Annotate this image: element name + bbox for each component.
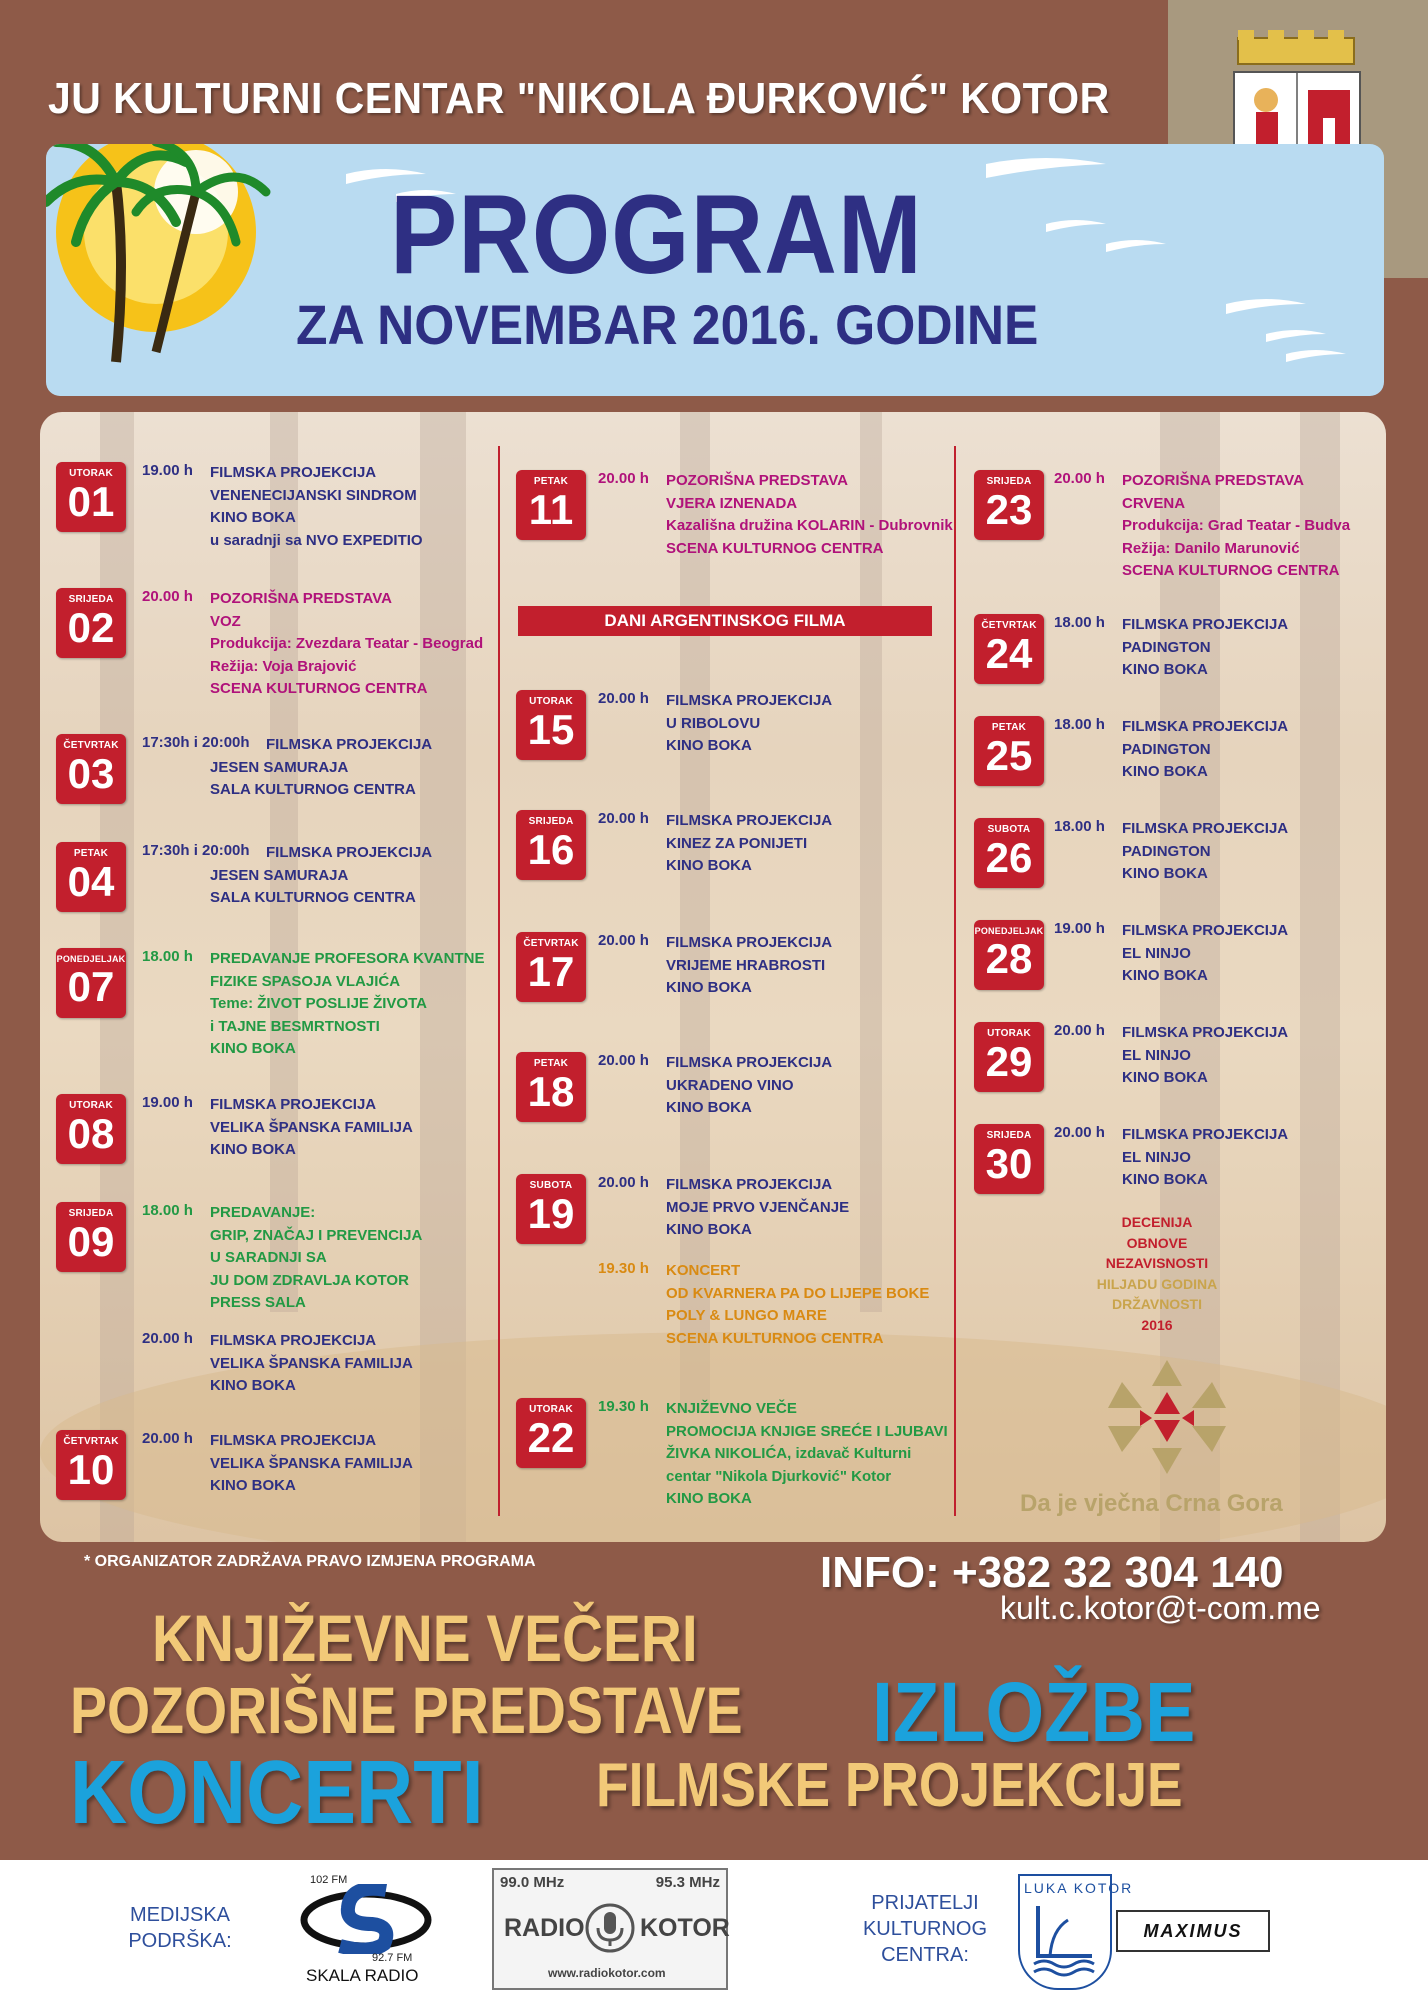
event-time: 20.00 h <box>1054 1124 1105 1141</box>
date-badge: PONEDJELJAK 07 <box>56 948 126 1018</box>
event-time: 18.00 h <box>1054 818 1105 835</box>
column-divider <box>498 446 500 1516</box>
event-time: 18.00 h <box>142 1202 193 1219</box>
event-details: FILMSKA PROJEKCIJA VENENECIJANSKI SINDROM KINO BOKA u saradnji sa NVO EXPEDITIO <box>210 464 423 549</box>
category-exhibitions: IZLOŽBE <box>872 1665 1196 1759</box>
date-badge: SRIJEDA 09 <box>56 1202 126 1272</box>
date-badge: ČETVRTAK 24 <box>974 614 1044 684</box>
date-badge: UTORAK 01 <box>56 462 126 532</box>
event-details: FILMSKA PROJEKCIJA EL NINJO KINO BOKA <box>1122 1126 1289 1188</box>
event-details: FILMSKA PROJEKCIJA KINEZ ZA PONIJETI KINO BOKA <box>666 812 833 874</box>
microphone-icon <box>584 1902 636 1954</box>
date-badge: PETAK 11 <box>516 470 586 540</box>
event-details: FILMSKA PROJEKCIJA UKRADENO VINO KINO BOKA <box>666 1054 833 1116</box>
media-support-label: MEDIJSKA PODRŠKA: <box>128 1904 232 1952</box>
event-details: KONCERT OD KVARNERA PA DO LIJEPE BOKE POLY & LUNGO MARE SCENA KULTURNOG CENTRA <box>666 1262 930 1347</box>
date-badge: UTORAK 22 <box>516 1398 586 1468</box>
date-badge: PONEDJELJAK 28 <box>974 920 1044 990</box>
event-details: FILMSKA PROJEKCIJA MOJE PRVO VJENČANJE KINO BOKA <box>666 1176 850 1238</box>
decenija-text: DECENIJA OBNOVE NEZAVISNOSTI HILJADU GODINA DRŽAVNOSTI 2016 <box>1096 1214 1218 1333</box>
event-details: PREDAVANJE PROFESORA KVANTNE FIZIKE SPASOJA VLAJIĆA Teme: ŽIVOT POSLIJE ŽIVOTA i TAJNE BESMRTNOSTI KINO BOKA <box>210 950 485 1057</box>
event-details: FILMSKA PROJEKCIJA VELIKA ŠPANSKA FAMILIJA KINO BOKA <box>210 1096 413 1158</box>
category-theatre: POZORIŠNE PREDSTAVE <box>70 1673 743 1747</box>
date-badge: ČETVRTAK 10 <box>56 1430 126 1500</box>
event-time: 17:30h i 20:00h <box>142 842 250 859</box>
event-details: FILMSKA PROJEKCIJA JESEN SAMURAJA SALA KULTURNOG CENTRA <box>210 736 433 798</box>
event-time: 20.00 h <box>598 470 649 487</box>
category-concerts: KONCERTI <box>70 1743 484 1843</box>
organization-title: JU KULTURNI CENTAR "NIKOLA ĐURKOVIĆ" KOTOR <box>48 74 1110 123</box>
event-details: POZORIŠNA PREDSTAVA VJERA IZNENADA Kazališna družina KOLARIN - Dubrovnik SCENA KULTURNOG CENTRA <box>666 472 953 557</box>
palm-tree-sun-icon <box>46 144 276 382</box>
date-badge: PETAK 04 <box>56 842 126 912</box>
event-time: 20.00 h <box>598 690 649 707</box>
event-details: FILMSKA PROJEKCIJA VELIKA ŠPANSKA FAMILIJA KINO BOKA <box>210 1332 413 1394</box>
decenija-slogan: Da je vječna Crna Gora <box>1020 1490 1283 1517</box>
sponsors-bar <box>0 1860 1428 2000</box>
section-banner: DANI ARGENTINSKOG FILMA <box>518 606 932 636</box>
skala-radio-logo-icon <box>300 1884 432 1954</box>
organizer-note: * ORGANIZATOR ZADRŽAVA PRAVO IZMJENA PROGRAMA <box>84 1553 536 1570</box>
program-title: PROGRAM <box>390 172 923 297</box>
event-details: PREDAVANJE: GRIP, ZNAČAJ I PREVENCIJA U SARADNJI SA JU DOM ZDRAVLJA KOTOR PRESS SALA <box>210 1204 423 1311</box>
event-time: 20.00 h <box>1054 1022 1105 1039</box>
event-details: POZORIŠNA PREDSTAVA CRVENA Produkcija: Grad Teatar - Budva Režija: Danilo Marunović SCENA KULTURNOG CENTRA <box>1122 472 1351 579</box>
event-details: POZORIŠNA PREDSTAVA VOZ Produkcija: Zvezdara Teatar - Beograd Režija: Voja Brajović SCENA KULTURNOG CENTRA <box>210 590 484 697</box>
date-badge: SUBOTA 19 <box>516 1174 586 1244</box>
date-badge: SRIJEDA 23 <box>974 470 1044 540</box>
category-film-screenings: FILMSKE PROJEKCIJE <box>596 1751 1183 1820</box>
date-badge: SRIJEDA 30 <box>974 1124 1044 1194</box>
event-time: 19.00 h <box>142 1094 193 1111</box>
event-time: 20.00 h <box>142 1330 193 1347</box>
event-time: 18.00 h <box>142 948 193 965</box>
event-time: 19.00 h <box>142 462 193 479</box>
event-details: FILMSKA PROJEKCIJA PADINGTON KINO BOKA <box>1122 616 1289 678</box>
date-badge: ČETVRTAK 03 <box>56 734 126 804</box>
maximus-logo: MAXIMUS <box>1116 1910 1270 1952</box>
event-details: FILMSKA PROJEKCIJA VELIKA ŠPANSKA FAMILIJA KINO BOKA <box>210 1432 413 1494</box>
column-divider <box>954 446 956 1516</box>
event-time: 19.00 h <box>1054 920 1105 937</box>
luka-kotor-logo-icon <box>1028 1900 1102 1980</box>
category-literary-evenings: KNJIŽEVNE VEČERI <box>152 1601 698 1675</box>
date-badge: SUBOTA 26 <box>974 818 1044 888</box>
event-time: 18.00 h <box>1054 614 1105 631</box>
event-time: 20.00 h <box>142 1430 193 1447</box>
event-time: 20.00 h <box>598 1174 649 1191</box>
event-details: FILMSKA PROJEKCIJA JESEN SAMURAJA SALA KULTURNOG CENTRA <box>210 844 433 906</box>
event-time: 19.30 h <box>598 1398 649 1415</box>
event-details: KNJIŽEVNO VEČE PROMOCIJA KNJIGE SREĆE I LJUBAVI ŽIVKA NIKOLIĆA, izdavač Kulturni centar "Nikola Djurković" Kotor KINO BOKA <box>666 1400 948 1507</box>
skala-radio-logo: 102 FM 92.7 FM SKALA RADIO <box>296 1874 436 1990</box>
event-time: 20.00 h <box>598 1052 649 1069</box>
contact-email: kult.c.kotor@t-com.me <box>1000 1590 1321 1626</box>
date-badge: PETAK 25 <box>974 716 1044 786</box>
radio-kotor-logo: 99.0 MHz 95.3 MHz RADIO KOTOR www.radiokotor.com <box>492 1868 728 1990</box>
date-badge: UTORAK 15 <box>516 690 586 760</box>
date-badge: UTORAK 29 <box>974 1022 1044 1092</box>
event-details: FILMSKA PROJEKCIJA PADINGTON KINO BOKA <box>1122 820 1289 882</box>
event-time: 20.00 h <box>1054 470 1105 487</box>
decenija-star-icon <box>1092 1352 1242 1482</box>
event-details: FILMSKA PROJEKCIJA EL NINJO KINO BOKA <box>1122 922 1289 984</box>
event-details: FILMSKA PROJEKCIJA PADINGTON KINO BOKA <box>1122 718 1289 780</box>
program-subtitle: ZA NOVEMBAR 2016. GODINE <box>296 293 1039 356</box>
event-details: FILMSKA PROJEKCIJA U RIBOLOVU KINO BOKA <box>666 692 833 754</box>
date-badge: PETAK 18 <box>516 1052 586 1122</box>
event-time: 17:30h i 20:00h <box>142 734 250 751</box>
event-details: FILMSKA PROJEKCIJA EL NINJO KINO BOKA <box>1122 1024 1289 1086</box>
date-badge: UTORAK 08 <box>56 1094 126 1164</box>
date-badge: ČETVRTAK 17 <box>516 932 586 1002</box>
event-details: FILMSKA PROJEKCIJA VRIJEME HRABROSTI KINO BOKA <box>666 934 833 996</box>
event-time: 20.00 h <box>598 932 649 949</box>
date-badge: SRIJEDA 02 <box>56 588 126 658</box>
event-time: 20.00 h <box>598 810 649 827</box>
event-time: 18.00 h <box>1054 716 1105 733</box>
event-time: 19.30 h <box>598 1260 649 1277</box>
date-badge: SRIJEDA 16 <box>516 810 586 880</box>
friends-label: PRIJATELJI KULTURNOG CENTRA: <box>862 1892 988 1966</box>
luka-kotor-logo: LUKA KOTOR <box>1018 1874 1112 1990</box>
info-phone: INFO: +382 32 304 140 <box>820 1548 1284 1597</box>
event-time: 20.00 h <box>142 588 193 605</box>
